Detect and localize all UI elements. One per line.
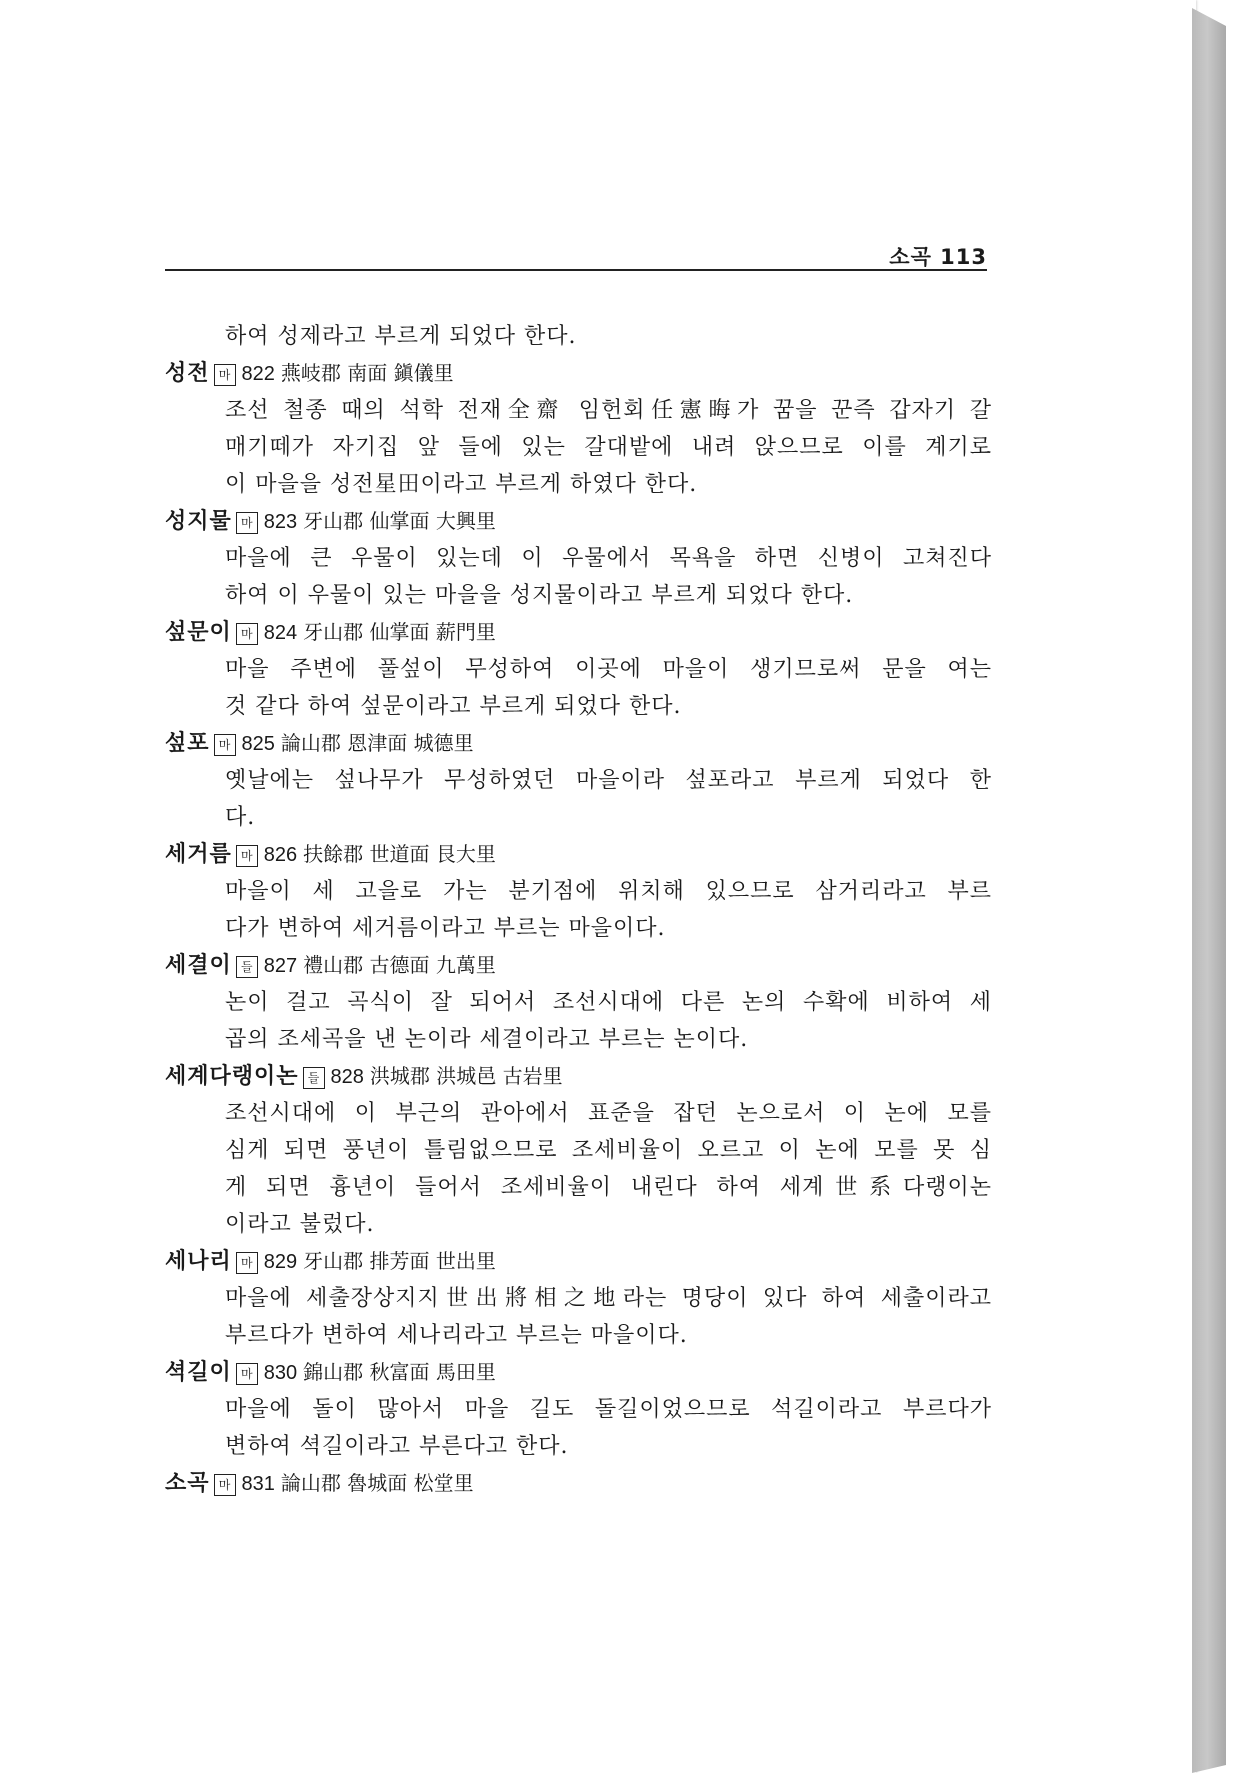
entry-location: 禮山郡 古德面 九萬里 [303,953,496,977]
headword: 세나리 [165,1249,232,1274]
headword: 섶포 [165,731,210,756]
entry-number: 827 [263,955,298,977]
headword: 셕길이 [165,1360,232,1385]
category-box: 들 [303,1067,325,1089]
entry-number: 831 [241,1473,275,1495]
entry-location: 牙山郡 排芳面 世出里 [303,1249,496,1273]
entry-text-line: 게 되면 흉년이 들어서 조세비율이 내린다 하여 세계世系다랭이논 [225,1175,992,1200]
dictionary-entries [0,318,1196,1502]
category-box: 마 [236,845,258,867]
entry-location: 燕岐郡 南面 鎭儀里 [280,361,454,385]
headword: 성지물 [165,509,232,534]
entry-heading [0,725,1196,762]
entry-heading [0,836,1196,873]
entry-location: 牙山郡 仙掌面 薪門里 [303,620,496,644]
entry-text-line: 것 같다 하여 섶문이라고 부르게 되었다 한다. [225,694,682,719]
entry-heading [0,947,1196,984]
running-head: 소곡 113 [889,245,987,269]
entry-text-line: 하여 이 우물이 있는 마을을 성지물이라고 부르게 되었다 한다. [225,583,854,608]
category-box: 마 [214,364,236,386]
category-box: 들 [236,956,258,978]
entry-location: 牙山郡 仙掌面 大興里 [303,509,496,533]
entry-heading [0,503,1196,540]
entry-heading [0,614,1196,651]
entry-text-line: 부르다가 변하여 세나리라고 부르는 마을이다. [225,1323,688,1348]
entry-text-line: 옛날에는 섶나무가 무성하였던 마을이라 섶포라고 부르게 되었다 한 [225,768,992,793]
entry-text-line: 곱의 조세곡을 낸 논이라 세결이라고 부르는 논이다. [225,1027,749,1052]
entry-heading [0,1058,1196,1095]
entry-number: 823 [263,511,298,533]
entry-number: 828 [330,1066,364,1088]
entry-number: 826 [263,844,298,866]
entry-heading [0,1243,1196,1280]
category-box: 마 [236,623,258,645]
entry-text-line: 다. [225,805,256,830]
entry-number: 822 [241,363,275,385]
entry-text-line: 다가 변하여 세거름이라고 부르는 마을이다. [225,916,666,941]
entry-number: 829 [263,1251,298,1273]
category-box: 마 [236,1252,258,1274]
entry-heading [0,1465,1196,1502]
entry-text-line: 이라고 불렀다. [225,1212,375,1237]
category-box: 마 [214,1474,236,1496]
headword: 세계다랭이논 [165,1064,299,1089]
header-rule [165,269,987,271]
entry-location: 錦山郡 秋富面 馬田里 [303,1360,496,1384]
entry-text-line: 조선시대에 이 부근의 관아에서 표준을 잡던 논으로서 이 논에 모를 [225,1101,992,1126]
category-box: 마 [236,512,258,534]
entry-text-line: 마을이 세 고을로 가는 분기점에 위치해 있으므로 삼거리라고 부르 [225,879,992,904]
category-box: 마 [214,734,236,756]
entry-text-line: 변하여 셕길이라고 부른다고 한다. [225,1434,569,1459]
entry-location: 扶餘郡 世道面 艮大里 [303,842,496,866]
headword: 섶문이 [165,620,232,645]
entry-number: 830 [263,1362,298,1384]
entry-location: 洪城郡 洪城邑 古岩里 [369,1064,563,1088]
headword: 세거름 [165,842,232,867]
entry-text-line: 조선 철종 때의 석학 전재全齋 임헌회任憲晦가 꿈을 꾼즉 갑자기 갈 [225,398,992,423]
category-box: 마 [236,1363,258,1385]
entry-text-line: 논이 걸고 곡식이 잘 되어서 조선시대에 다른 논의 수확에 비하여 세 [225,990,992,1015]
page-stack-edge [1192,8,1226,1773]
entry-text-line: 마을에 세출장상지지世出將相之地라는 명당이 있다 하여 세출이라고 [225,1286,992,1311]
entry-text-line: 매기떼가 자기집 앞 들에 있는 갈대밭에 내려 앉으므로 이를 계기로 [225,435,992,460]
entry-text-line: 심게 되면 풍년이 틀림없으므로 조세비율이 오르고 이 논에 모를 못 심 [225,1138,992,1163]
entry-text-line: 하여 성제라고 부르게 되었다 한다. [225,324,577,349]
entry-text-line: 이 마을을 성전星田이라고 부르게 하였다 한다. [225,472,698,497]
headword: 세결이 [165,953,232,978]
entry-text-line: 마을에 큰 우물이 있는데 이 우물에서 목욕을 하면 신병이 고쳐진다 [225,546,992,571]
entry-number: 824 [263,622,298,644]
headword: 성전 [165,361,210,386]
entry-heading [0,1354,1196,1391]
entry-text-line: 마을에 돌이 많아서 마을 길도 돌길이었으므로 석길이라고 부르다가 [225,1397,992,1422]
entry-location: 論山郡 恩津面 城德里 [280,731,474,755]
entry-number: 825 [241,733,275,755]
entry-heading [0,355,1196,392]
headword: 소곡 [165,1471,210,1496]
entry-location: 論山郡 魯城面 松堂里 [280,1471,474,1495]
entry-text-line: 마을 주변에 풀섶이 무성하여 이곳에 마을이 생기므로써 문을 여는 [225,657,992,682]
